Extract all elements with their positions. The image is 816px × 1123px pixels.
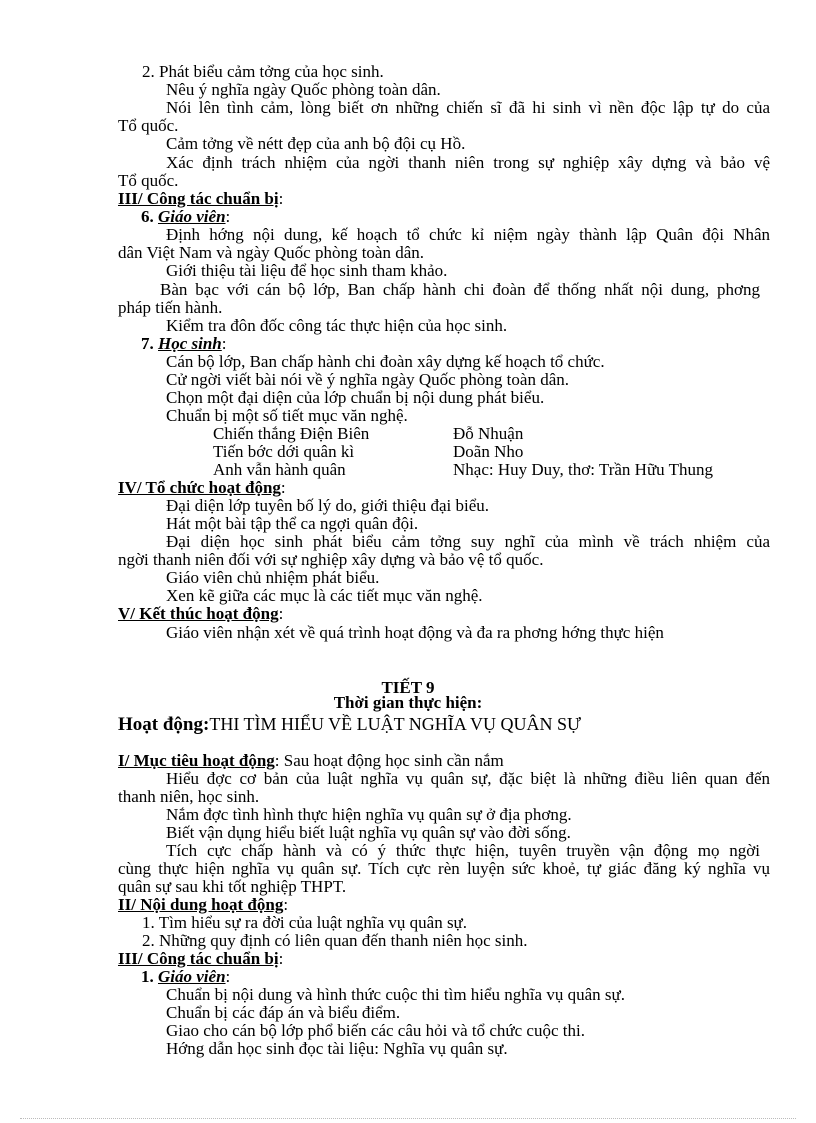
text-line: Biết vận dụng hiểu biết luật nghĩa vụ quân sự vào đời sống. [166, 823, 571, 842]
list-item: 2. Những quy định có liên quan đến thanh niên học sinh. [142, 931, 528, 950]
activity-name: THI TÌM HIỂU VỀ LUẬT NGHĨA VỤ QUÂN SỰ [209, 714, 581, 734]
item-number: 7. [141, 334, 154, 353]
text-line: quân sự sau khi tốt nghiệp THPT. [118, 877, 347, 896]
section-heading [118, 950, 283, 968]
section-heading [118, 752, 504, 770]
sub-heading-colon: : [221, 334, 227, 353]
heading-rest: : Sau hoạt động học sinh cần nắm [274, 751, 504, 770]
song-title: Tiến bớc dới quân kì [213, 442, 355, 461]
item-number: 1. [141, 967, 154, 986]
heading-text: I/ Mục tiêu hoạt động [118, 751, 275, 770]
text-line: Cử ngời viết bài nói về ý nghĩa ngày Quốc phòng toàn dân. [166, 370, 569, 389]
text-line: Hiểu đợc cơ bản của luật nghĩa vụ quân sự, đặc biệt là những điều liên quan đến [166, 769, 770, 788]
section-heading [118, 190, 283, 208]
text-line: Nắm đợc tình hình thực hiện nghĩa vụ quân sự ở địa phơng. [166, 805, 572, 824]
text-line: Giới thiệu tài liệu để học sinh tham khảo. [166, 261, 448, 280]
sub-heading-student [141, 335, 227, 353]
heading-text: III/ Công tác chuẩn bị [118, 189, 279, 208]
item-number: 6. [141, 207, 154, 226]
text-line: Đại diện lớp tuyên bố lý do, giới thiệu đại biểu. [166, 496, 489, 515]
heading-colon: : [280, 478, 286, 497]
sub-heading-text: Giáo viên [158, 207, 226, 226]
text-line: Nói lên tình cảm, lòng biết ơn những chiến sĩ đã hi sinh vì nền độc lập tự do của [166, 98, 770, 117]
page-bottom-border [20, 1118, 796, 1119]
heading-text: III/ Công tác chuẩn bị [118, 949, 279, 968]
text-line: Chuẩn bị một số tiết mục văn nghệ. [166, 406, 408, 425]
text-line: Xác định trách nhiệm của ngời thanh niên trong sự nghiệp xây dựng và bảo vệ [166, 153, 770, 172]
sub-heading-colon: : [225, 207, 231, 226]
text-line: Chuẩn bị nội dung và hình thức cuộc thi tìm hiểu nghĩa vụ quân sự. [166, 985, 625, 1004]
activity-title [118, 712, 581, 737]
text-line: Tích cực chấp hành và có ý thức thực hiện, tuyên truyền vận động mọ ngời [166, 841, 760, 860]
lesson-title: TIẾT 9 [381, 678, 435, 697]
heading-colon: : [278, 604, 284, 623]
text-line: Cán bộ lớp, Ban chấp hành chi đoàn xây dựng kế hoạch tổ chức. [166, 352, 605, 371]
activity-label: Hoạt động: [118, 714, 210, 735]
heading-text: IV/ Tổ chức hoạt động [118, 478, 281, 497]
song-author: Nhạc: Huy Duy, thơ: Trần Hữu Thung [453, 460, 713, 479]
sub-heading-text: Giáo viên [158, 967, 226, 986]
section-heading [118, 605, 283, 623]
heading-colon: : [283, 895, 289, 914]
section-heading [118, 479, 286, 497]
text-line: Bàn bạc với cán bộ lớp, Ban chấp hành chi đoàn để thống nhất nội dung, phơng [160, 280, 760, 299]
text-line: Đại diện học sinh phát biểu cảm tởng suy nghĩ của mình về trách nhiệm của [166, 532, 770, 551]
sub-heading-teacher [141, 968, 230, 986]
text-line: Giáo viên chủ nhiệm phát biểu. [166, 568, 380, 587]
text-line: Nêu ý nghĩa ngày Quốc phòng toàn dân. [166, 80, 441, 99]
heading-text: II/ Nội dung hoạt động [118, 895, 284, 914]
heading-colon: : [278, 189, 284, 208]
song-title: Chiến thắng Điện Biên [213, 424, 370, 443]
text-line: Tổ quốc. [118, 171, 179, 190]
heading-colon: : [278, 949, 284, 968]
text-line: Chọn một đại diện của lớp chuẩn bị nội dung phát biểu. [166, 388, 545, 407]
text-line: Tổ quốc. [118, 116, 179, 135]
song-author: Doãn Nho [453, 442, 524, 461]
text-line: Kiểm tra đôn đốc công tác thực hiện của học sinh. [166, 316, 508, 335]
lesson-time: Thời gian thực hiện: [333, 693, 483, 712]
text-line: Cảm tởng về nétt đẹp của anh bộ đội cụ Hồ. [166, 134, 466, 153]
text-line: dân Việt Nam và ngày Quốc phòng toàn dân. [118, 243, 425, 262]
text-line: ngời thanh niên đối với sự nghiệp xây dựng và bảo vệ tổ quốc. [118, 550, 544, 569]
song-author: Đỗ Nhuận [453, 424, 524, 443]
text-line: Giao cho cán bộ lớp phổ biến các câu hỏi và tổ chức cuộc thi. [166, 1021, 585, 1040]
sub-heading-colon: : [225, 967, 231, 986]
text-line: Hát một bài tập thể ca ngợi quân đội. [166, 514, 419, 533]
list-item: 1. Tìm hiểu sự ra đời của luật nghĩa vụ quân sự. [142, 913, 468, 932]
text-line: Chuẩn bị các đáp án và biểu điểm. [166, 1003, 401, 1022]
song-title: Anh vẫn hành quân [213, 460, 346, 479]
text-line: Định hớng nội dung, kế hoạch tổ chức kỉ niệm ngày thành lập Quân đội Nhân [166, 225, 770, 244]
text-line: Giáo viên nhận xét về quá trình hoạt động và đa ra phơng hớng thực hiện [166, 623, 664, 642]
heading-text: V/ Kết thúc hoạt động [118, 604, 279, 623]
text-line: Xen kẽ giữa các mục là các tiết mục văn nghệ. [166, 586, 483, 605]
sub-heading-teacher [141, 208, 230, 226]
text-line: thanh niên, học sinh. [118, 787, 260, 806]
list-item-2: 2. Phát biểu cảm tởng của học sinh. [142, 62, 384, 81]
sub-heading-text: Học sinh [158, 334, 222, 353]
section-heading [118, 896, 288, 914]
text-line: Hớng dẫn học sinh đọc tài liệu: Nghĩa vụ quân sự. [166, 1039, 508, 1058]
text-line: cùng thực hiện nghĩa vụ quân sự. Tích cực rèn luyện sức khoẻ, tự giác đăng ký nghĩa vụ [118, 859, 770, 878]
text-line: pháp tiến hành. [118, 298, 223, 317]
